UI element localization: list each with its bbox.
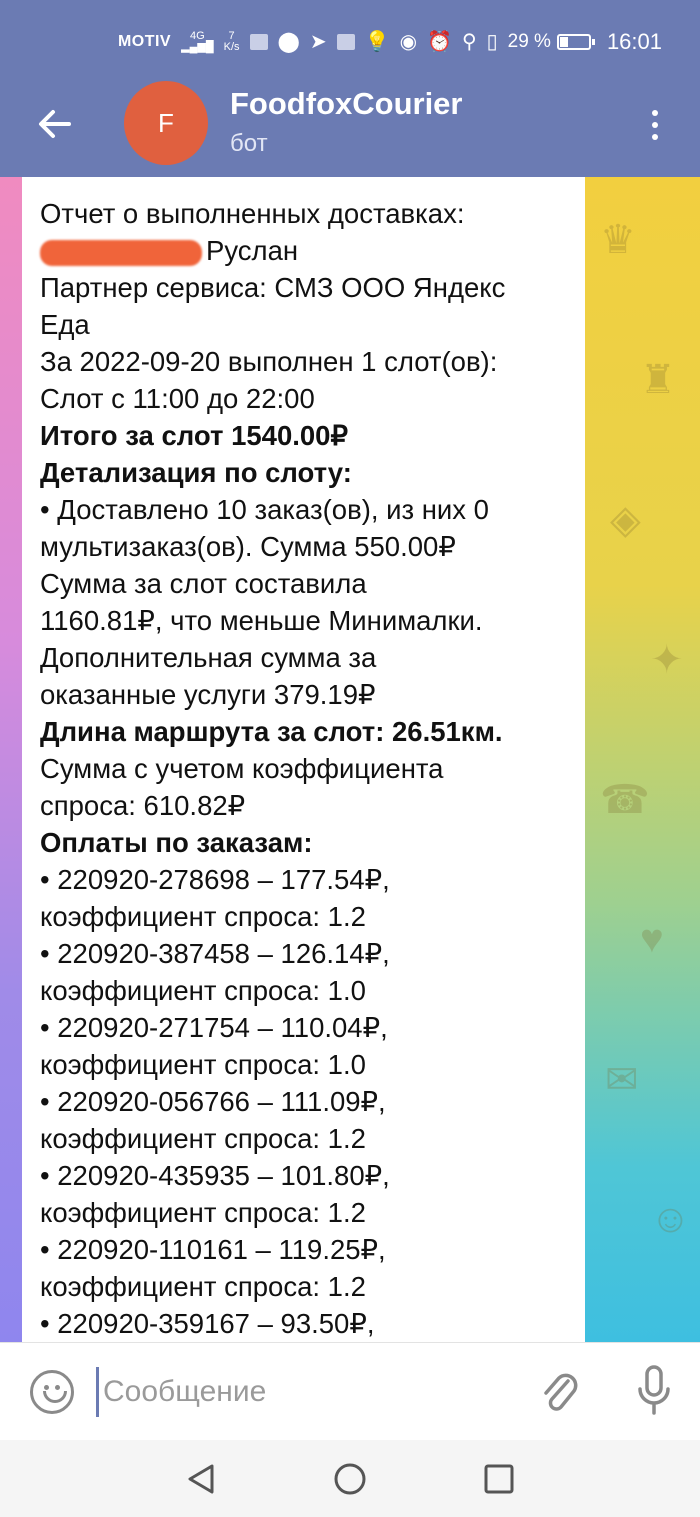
order-coefficient: коэффициент спроса: 1.0 [40,975,366,1006]
order-coefficient: коэффициент спроса: 1.2 [40,1197,366,1228]
order-line: • 220920-056766 – 111.09₽, [40,1086,386,1117]
redacted-name [40,240,202,266]
chat-background: ♛ ♜ ◈ ✦ ☎ ♥ ✉ ☺ [0,177,700,1342]
emoji-button[interactable] [30,1370,74,1414]
more-dots-icon [652,110,658,116]
order-line: • 220920-110161 – 119.25₽, [40,1234,386,1265]
signal-icon: ▂▄▆█ [181,41,214,53]
telegram-icon: ➤ [309,31,327,53]
message-text [22,177,585,1342]
battery-percent: 29 % [507,31,551,52]
arrow-left-icon [35,104,75,144]
message-line-bold: Длина маршрута за слот: 26.51км. [40,716,503,747]
nav-back-button[interactable] [184,1462,218,1496]
message-line-bold: Детализация по слоту: [40,457,352,488]
network-indicator [181,31,214,53]
bulb-icon: 💡 [364,31,390,53]
square-recents-icon [482,1462,516,1496]
speed-unit: K/s [223,41,240,53]
vibrate-icon: ▯ [486,31,498,53]
order-coefficient: коэффициент спроса: 1.0 [40,1049,366,1080]
message-line: Сумма за слот составила [40,568,367,599]
network-type: 4G [190,30,205,42]
order-coefficient: коэффициент спроса: 1.2 [40,1271,366,1302]
notification-icon [250,34,268,50]
chat-subtitle: бот [230,130,268,157]
message-line: Отчет о выполненных доставках: [40,198,465,229]
status-bar [0,0,700,84]
notification-icon [337,34,355,50]
message-line: спроса: 610.82₽ [40,790,246,821]
message-line: Дополнительная сумма за [40,642,377,673]
message-input-bar [0,1342,700,1440]
order-line: • 220920-387458 – 126.14₽, [40,938,390,969]
battery-icon [557,34,591,50]
speed-value: 7 [228,30,235,42]
order-coefficient: коэффициент спроса: 1.2 [40,901,366,932]
message-line: Сумма с учетом коэффициента [40,753,444,784]
order-line: • 220920-435935 – 101.80₽, [40,1160,390,1191]
speed-indicator [224,31,240,53]
message-line: Партнер сервиса: СМЗ ООО Яндекс [40,272,506,303]
order-coefficient: коэффициент спроса: 1.2 [40,1123,366,1154]
chat-title[interactable]: FoodfoxCourier [230,86,463,121]
system-nav-bar [0,1440,700,1517]
paperclip-icon [540,1367,580,1417]
message-line: Еда [40,309,90,340]
message-line: 1160.81₽, что меньше Минималки. [40,605,483,636]
attach-button[interactable] [540,1367,580,1417]
location-icon: ⚲ [461,31,477,53]
avatar[interactable]: F [124,81,208,165]
message-line: оказанные услуги 379.19₽ [40,679,376,710]
battery-indicator [508,31,591,53]
carrier-label: MOTIV [117,33,172,50]
message-line: • Доставлено 10 заказ(ов), из них 0 [40,494,489,525]
message-input[interactable] [96,1367,496,1417]
clock: 16:01 [606,29,662,54]
order-line: • 220920-271754 – 110.04₽, [40,1012,388,1043]
nav-home-button[interactable] [333,1462,367,1496]
eye-icon: ◉ [399,31,418,53]
location-icon: ⬤ [277,31,300,53]
smiley-icon [43,1391,67,1403]
back-button[interactable] [30,104,80,154]
more-menu-button[interactable] [640,102,670,148]
message-line: За 2022-09-20 выполнен 1 слот(ов): [40,346,498,377]
message-line: мультизаказ(ов). Сумма 550.00₽ [40,531,456,562]
circle-home-icon [333,1462,367,1496]
alarm-icon: ⏰ [427,31,452,53]
message-line-bold: Итого за слот 1540.00₽ [40,420,348,451]
microphone-button[interactable] [634,1363,674,1421]
triangle-back-icon [184,1462,218,1496]
message-line: Слот с 11:00 до 22:00 [40,383,315,414]
message-bubble[interactable] [22,177,585,1342]
message-line: Руслан [40,232,567,269]
order-line: • 220920-278698 – 177.54₽, [40,864,390,895]
nav-recents-button[interactable] [482,1462,516,1496]
chat-header [0,84,700,177]
message-line-bold: Оплаты по заказам: [40,827,313,858]
microphone-icon [634,1363,674,1421]
order-line: • 220920-359167 – 93.50₽, [40,1308,375,1339]
